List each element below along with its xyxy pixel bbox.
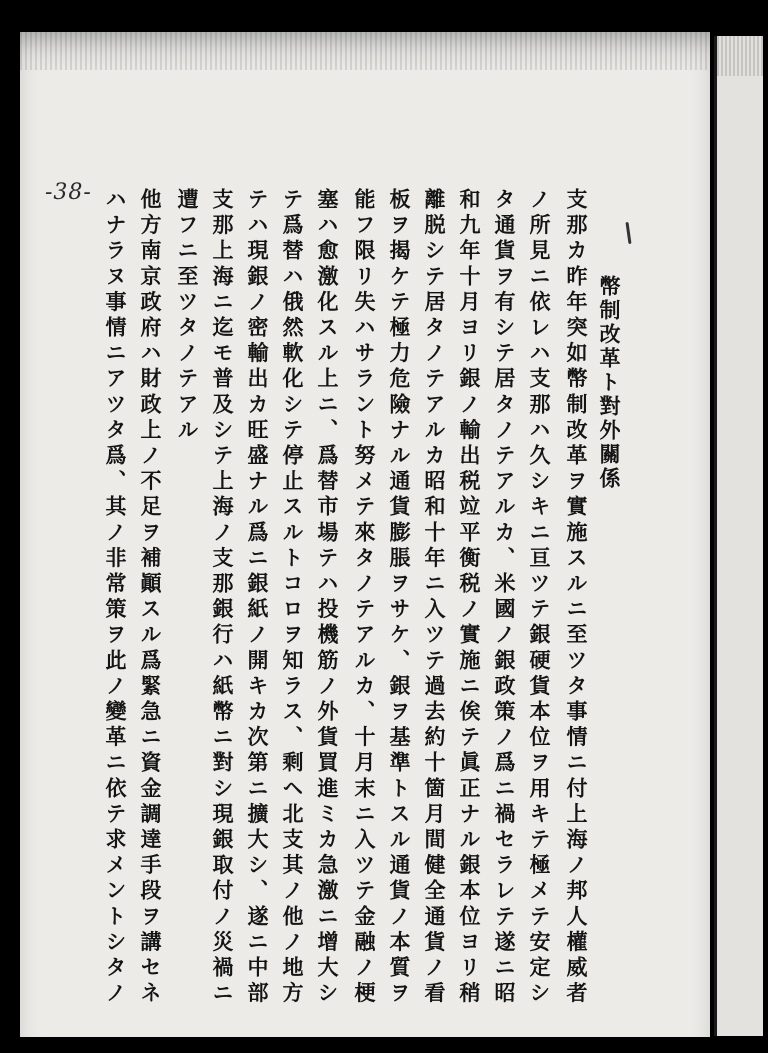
text-column-5: 離脱シテ居タノテアルカ昭和十年ニ入ツテ過去約十箇月間健全通貨ノ看 bbox=[422, 188, 447, 1008]
text-column-8: 塞ハ愈激化スル上ニ、爲替市場テハ投機筋ノ外貨買進ミカ急激ニ增大シ bbox=[315, 188, 340, 1008]
text-column-14: ハナラヌ事情ニアツタ爲、其ノ非常策ヲ此ノ變革ニ依テ求メントシタノ bbox=[103, 188, 128, 1008]
text-column-9: テ爲替ハ俄然軟化シテ停止スルトコロヲ知ラス、剩ヘ北支其ノ他ノ地方 bbox=[280, 188, 305, 1008]
text-column-10: テハ現銀ノ密輸出カ旺盛ナル爲ニ銀紙ノ開キカ次第ニ擴大シ、遂ニ中部 bbox=[245, 188, 270, 1008]
text-column-4: 和九年十月ヨリ銀ノ輸出税竝平衡税ノ實施ニ俟テ眞正ナル銀本位ヨリ稍 bbox=[457, 188, 482, 1008]
page-number: -38- bbox=[45, 180, 92, 205]
adjacent-page-edge bbox=[714, 36, 763, 1036]
text-column-6: 板ヲ揭ケテ極力危險ナル通貨膨脹ヲサケ、銀ヲ基準トスル通貨ノ本質ヲ bbox=[387, 188, 412, 1008]
text-column-11: 支那上海ニ迄モ普及シテ上海ノ支那銀行ハ紙幣ニ對シ現銀取付ノ災禍ニ bbox=[210, 188, 235, 1008]
text-column-1: 支那カ昨年突如幣制改革ヲ實施スルニ至ツタ事情ニ付上海ノ邦人權威者 bbox=[564, 188, 589, 1008]
text-column-7: 能フ限リ失ハサラント努メテ來タノテアルカ、十月末ニ入ツテ金融ノ梗 bbox=[352, 188, 377, 1008]
text-column-12: 遭フニ至ツタノテアル bbox=[175, 188, 200, 444]
text-column-3: タ通貨ヲ有シテ居タノテアルカ、米國ノ銀政策ノ爲ニ禍セラレテ遂ニ昭 bbox=[492, 188, 517, 1008]
text-column-2: ノ所見ニ依レハ支那ハ久シキニ亘ツテ銀硬貨本位ヲ用キテ極メテ安定シ bbox=[527, 188, 552, 1008]
text-column-13: 他方南京政府ハ財政上ノ不足ヲ補顚スル爲緊急ニ資金調達手段ヲ講セネ bbox=[138, 188, 163, 1008]
section-title: 幣制改革ト對外關係 bbox=[597, 275, 622, 491]
